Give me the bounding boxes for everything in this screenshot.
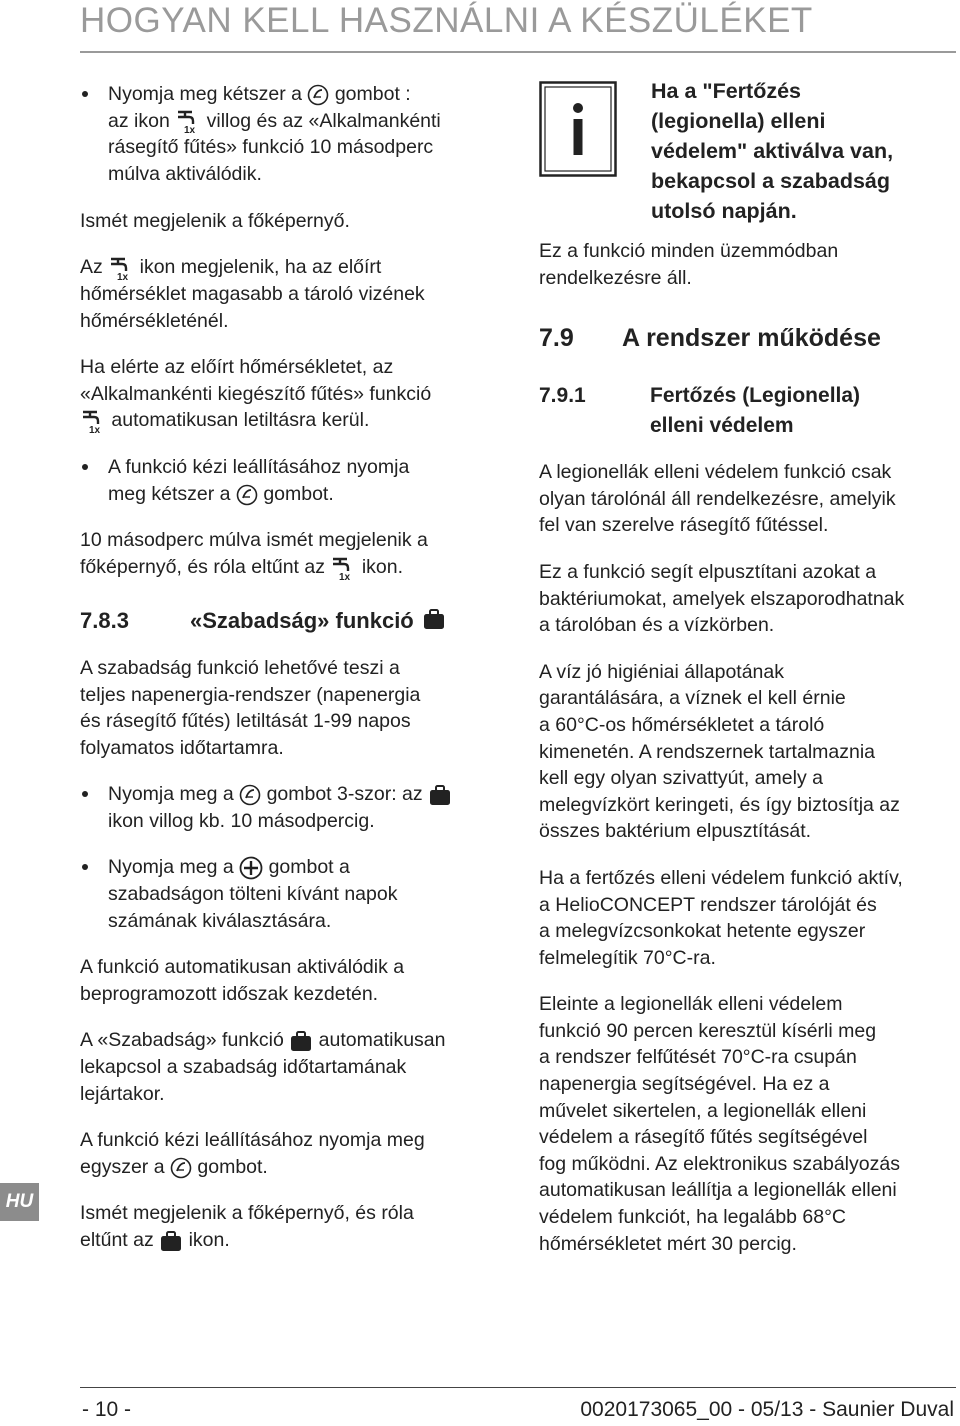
- section-title: «Szabadság» funkció: [190, 607, 414, 633]
- section-number: 7.8.3: [80, 607, 129, 633]
- section-heading: [539, 323, 954, 353]
- paragraph: Ismét megjelenik a főképernyő, és róla eltűnt az ikon.: [80, 1202, 414, 1251]
- section-title: Fertőzés (Legionella) elleni védelem: [650, 384, 861, 438]
- document-id: 0020173065_00 - 05/13 - Saunier Duval: [580, 1398, 954, 1421]
- paragraph: A funkció kézi leállításához nyomja meg egyszer a gombot.: [80, 1129, 425, 1178]
- header-divider: [80, 51, 956, 53]
- section-heading: [80, 607, 520, 635]
- suitcase-icon: [289, 1029, 313, 1053]
- tap-1x-icon: [108, 255, 134, 281]
- section-title: A rendszer működése: [622, 324, 881, 353]
- page-number: - 10 -: [82, 1398, 132, 1421]
- list-item: Nyomja meg a gombot 3-szor: az ikon villog kb. 10 másodpercig.: [80, 781, 520, 834]
- hotwater-button-icon: [239, 784, 261, 806]
- footer-divider: [80, 1387, 956, 1388]
- paragraph: Ha a fertőzés elleni védelem funkció aktív, a HelioCONCEPT rendszer tárolóját és a melegvízcsonkokat hetente egyszer felmelegítik 70°C-ra.: [539, 866, 903, 969]
- paragraph: Az 1x ikon megjelenik, ha az előírt hőmérséklet magasabb a tároló vizének hőmérsékleténél.: [80, 256, 425, 332]
- suitcase-icon: [422, 607, 446, 635]
- svg-text:1x: 1x: [339, 571, 351, 581]
- paragraph: A funkció automatikusan aktiválódik a beprogramozott időszak kezdetén.: [80, 956, 405, 1005]
- language-tab: HU: [0, 1183, 39, 1221]
- svg-text:1x: 1x: [89, 425, 101, 435]
- hotwater-button-icon: [307, 84, 329, 106]
- hotwater-button-icon: [236, 484, 258, 506]
- paragraph: A szabadság funkció lehetővé teszi a teljes napenergia-rendszer (napenergia és rásegítő fűtés) letiltását 1-99 napos folyamatos időtartamra.: [80, 656, 421, 759]
- paragraph: Ismét megjelenik a főképernyő.: [80, 209, 350, 232]
- hotwater-button-icon: [170, 1157, 192, 1179]
- paragraph: A «Szabadság» funkció automatikusan lekapcsol a szabadság időtartamának lejártakor.: [80, 1029, 446, 1105]
- page-title: HOGYAN KELL HASZNÁLNI A KÉSZÜLÉKET: [80, 1, 813, 40]
- suitcase-icon: [159, 1229, 183, 1253]
- paragraph: Ez a funkció segít elpusztítani azokat a baktériumokat, amelyek elszaporodhatnak a tárolóban és a vízkörben.: [539, 560, 905, 637]
- info-text: Ha a "Fertőzés (legionella) elleni védelem" aktiválva van, bekapcsol a szabadság utolsó napján.: [651, 79, 894, 223]
- right-column: [539, 76, 954, 1257]
- plus-button-icon: [239, 856, 263, 880]
- tap-1x-icon: [330, 555, 356, 581]
- paragraph: Eleinte a legionellák elleni védelem funkció 90 percen keresztül kísérli meg a rendszer felfűtését 70°C-ra csupán napenergia segítségével. Ha ez a művelet sikertelen, a legionellák elleni védelem a rásegítő fűtés segítségével fog működni. Az elektronikus szabályozás automatikusan leállítja a legionellák elleni védelem funkciót, ha legalább 68°C hőmérsékletet mért 30 percig.: [539, 993, 900, 1255]
- subsection-heading: [539, 381, 954, 441]
- paragraph: A víz jó higiéniai állapotának garantálására, a víznek el kell érnie a 60°C-os hőmérsékletet a tároló kimenetén. A rendszernek tartalmaznia kell egy olyan szivattyút, amely a melegvízkört keringeti, és így biztosítja az összes baktérium elpusztítását.: [539, 660, 900, 843]
- paragraph: Ez a funkció minden üzemmódban rendelkezésre áll.: [539, 240, 839, 289]
- tap-1x-icon: [175, 108, 201, 134]
- section-number: 7.9: [539, 324, 574, 353]
- section-number: 7.9.1: [539, 384, 586, 408]
- list-item: Nyomja meg kétszer a gombot : az ikon 1x villog és az «Alkalmankénti rásegítő fűtés» funkció 10 másodperc múlva aktiválódik.: [80, 81, 520, 188]
- info-note: [539, 76, 954, 226]
- list-item: Nyomja meg a gombot a szabadságon tölteni kívánt napok számának kiválasztására.: [80, 854, 520, 934]
- svg-text:1x: 1x: [184, 125, 196, 135]
- suitcase-icon: [428, 783, 452, 807]
- paragraph: Ha elérte az előírt hőmérsékletet, az «Alkalmankénti kiegészítő fűtés» funkció 1x automatikusan letiltásra kerül.: [80, 356, 432, 435]
- list-item: A funkció kézi leállításához nyomja meg kétszer a gombot.: [80, 454, 520, 507]
- paragraph: A legionellák elleni védelem funkció csak olyan tárolónál áll rendelkezésre, amelyik fel van szerelve rásegítő fűtéssel.: [539, 461, 896, 537]
- tap-1x-icon: [80, 408, 106, 434]
- info-icon: [539, 81, 617, 177]
- left-column: [80, 81, 520, 1254]
- paragraph: 10 másodperc múlva ismét megjelenik a főképernyő, és róla eltűnt az 1x ikon.: [80, 529, 428, 581]
- svg-text:1x: 1x: [117, 272, 129, 282]
